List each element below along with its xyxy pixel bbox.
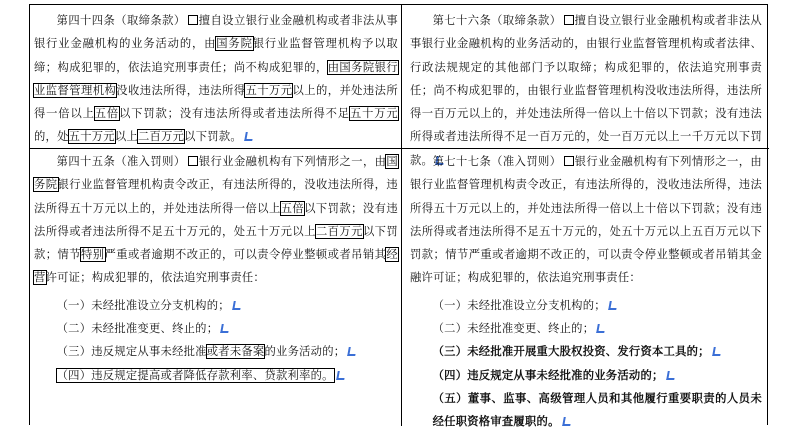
article-77-item-5: （五）董事、监事、高级管理人员和其他履行重要职责的人员未经任职资格审查履职的。: [432, 391, 762, 429]
article-45-item-4: [34, 364, 398, 387]
highlight-box: 经营: [34, 248, 398, 285]
highlight-box: 特别: [81, 248, 105, 262]
cell-article-77: [402, 150, 768, 429]
paragraph-mark-icon: [562, 417, 572, 426]
highlight-box: 五十万元: [245, 83, 293, 97]
paragraph-mark-icon: [232, 301, 242, 310]
paragraph-mark-icon: [712, 347, 722, 356]
paragraph-mark-icon: [244, 132, 254, 141]
checkbox-icon: [564, 15, 574, 25]
article-44-heading: 第四十四条（取缔条款）: [56, 14, 186, 27]
highlight-box: 二百万元: [137, 130, 185, 144]
highlight-box: 由国务院银行业监督管理机构: [34, 60, 398, 97]
highlight-box: 五十万元: [349, 107, 398, 121]
paragraph-mark-icon: [608, 301, 618, 310]
highlight-box: 五倍: [280, 201, 305, 215]
cell-article-45: [30, 150, 402, 426]
article-77-item-1: （一）未经批准设立分支机构的；: [410, 294, 762, 317]
paragraph-mark-icon: [220, 324, 230, 333]
article-45-item-3: （三）违反规定从事未经批准或者未备案的业务活动的；: [34, 340, 398, 363]
paragraph-mark-icon: [336, 371, 346, 380]
highlight-box: 国务院: [34, 155, 398, 192]
highlight-box: 五倍: [94, 107, 120, 121]
checkbox-icon: [564, 156, 574, 166]
highlight-box: 国务院: [216, 37, 253, 51]
highlight-box: 二百万元: [315, 224, 363, 238]
highlight-box: 五十万元: [68, 130, 115, 144]
article-44-paragraph: 第四十四条（取缔条款） 擅自设立银行业金融机构或者非法从事银行业金融机构的业务活动的，由国务院银行业监督管理机构予以取缔；构成犯罪的，依法追究刑事责任；尚不构成犯罪的，由国务院银行业监督管理机构没收违法所得，违法所得五十万元以上的，并处违法所得一倍以上五倍以下罚款；没有违法所得或者违法所得不足五十万元的，处五十万元以上二百万元以下罚款。: [34, 14, 398, 144]
article-45-item-2: （二）未经批准变更、终止的；: [34, 317, 398, 340]
article-77-item-3: （三）未经批准开展重大股权投资、发行资本工具的；: [410, 340, 762, 363]
paragraph-mark-icon: [596, 324, 606, 333]
article-77-item-4: （四）违反规定从事未经批准的业务活动的；: [410, 364, 762, 387]
cell-article-44: [30, 9, 402, 149]
article-76-paragraph: 第七十六条（取缔条款） 擅自设立银行业金融机构或者非法从事银行业金融机构的业务活动的，由银行业监督管理机构或者法律、行政法规规定的其他部门予以取缔；构成犯罪的，依法追究刑事责任；尚不构成犯罪的，由银行业监督管理机构没收违法所得，违法所得一百万元以上的，并处违法所得一倍以上十倍以下罚款；没有违法所得或者违法所得不足一百万元的，处一百万元以上一千万元以下罚款。: [410, 14, 762, 167]
article-45-item-1: （一）未经批准设立分支机构的；: [34, 294, 398, 317]
comparison-table: [29, 4, 768, 429]
highlight-box: 或者未备案: [206, 345, 265, 359]
article-45-paragraph: 第四十五条（准入罚则） 银行业金融机构有下列情形之一，由国务院银行业监督管理机构责令改正，有违法所得的，没收违法所得，违法所得五十万元以上的，并处违法所得一倍以上五倍以下罚款；没有违法所得或者违法所得不足五十万元的，处五十万元以上二百万元以下罚款；情节特别严重或者逾期不改正的，可以责令停业整顿或者吊销其经营许可证；构成犯罪的，依法追究刑事责任：: [34, 155, 398, 285]
article-77-heading: 第七十七条（准入罚则）: [432, 155, 562, 168]
article-77-item-2: （二）未经批准变更、终止的；: [410, 317, 762, 340]
article-76-heading: 第七十六条（取缔条款）: [432, 14, 562, 27]
checkbox-icon: [188, 156, 198, 166]
article-45-heading: 第四十五条（准入罚则）: [56, 155, 186, 168]
article-77-paragraph: 第七十七条（准入罚则） 银行业金融机构有下列情形之一，由银行业监督管理机构责令改正，有违法所得的，没收违法所得，违法所得五十万元以上的，并处违法所得一倍以上十倍以下罚款；没有违法所得或者违法所得不足五十万元的，处五十万元以上五百万元以下罚款；情节严重或者逾期不改正的，可以责令停业整顿或者吊销其金融许可证；构成犯罪的，依法追究刑事责任：: [410, 155, 762, 285]
paragraph-mark-icon: [666, 371, 676, 380]
checkbox-icon: [188, 15, 198, 25]
paragraph-mark-icon: [348, 347, 358, 356]
highlight-box: （四）违反规定提高或者降低存款利率、贷款利率的。: [56, 368, 334, 382]
